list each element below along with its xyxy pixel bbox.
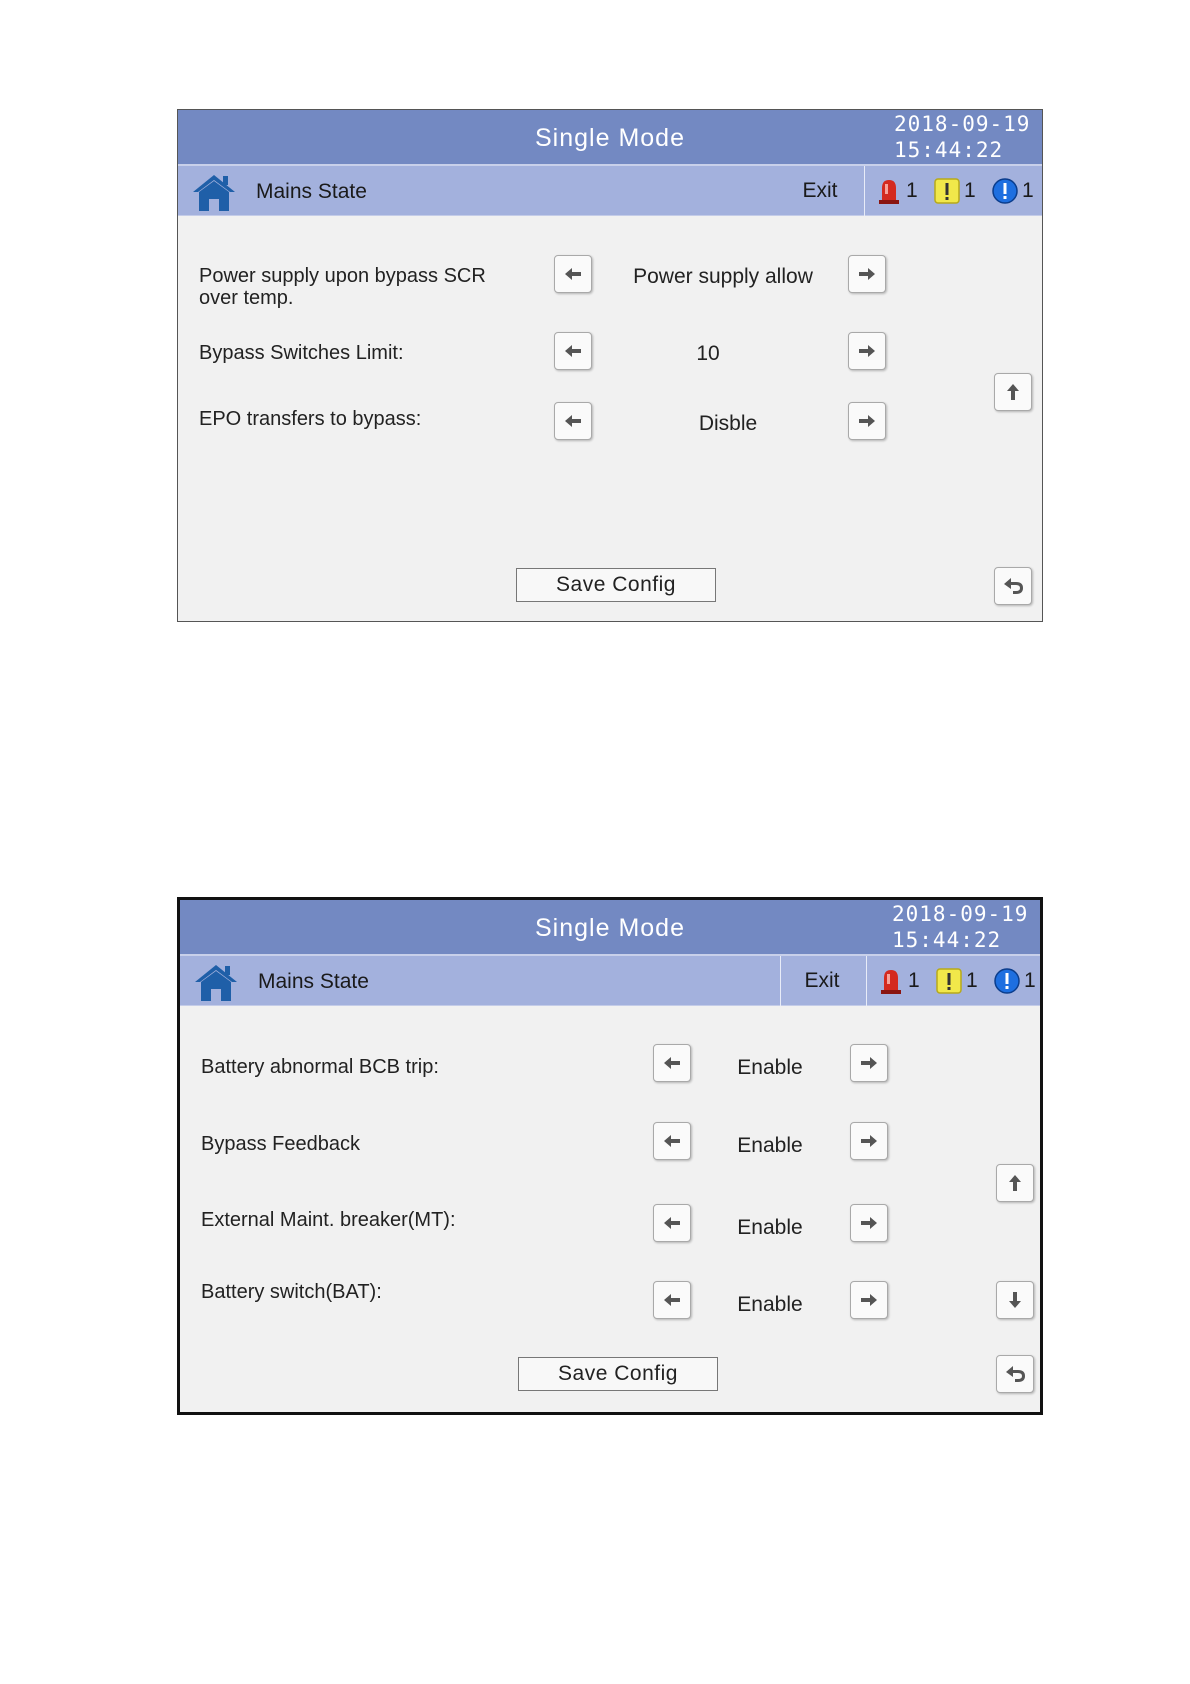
settings-screen-top [177, 109, 1043, 622]
datetime [892, 901, 1038, 953]
next-value-button[interactable] [848, 402, 886, 440]
prev-value-button[interactable] [653, 1204, 691, 1242]
arrow-left-icon [563, 411, 583, 431]
red-siren-icon [876, 177, 902, 205]
prev-value-button[interactable] [653, 1122, 691, 1160]
mode-title: Single Mode [535, 124, 685, 152]
arrow-down-icon [1005, 1290, 1025, 1310]
info-count: 1 [1022, 179, 1034, 202]
return-icon [1005, 1364, 1027, 1384]
setting-label: Battery abnormal BCB trip: [201, 1056, 439, 1078]
sub-header [180, 954, 1040, 1006]
arrow-right-icon [859, 1131, 879, 1151]
arrow-up-icon [1003, 382, 1023, 402]
critical-count: 1 [906, 179, 918, 202]
setting-value: Power supply allow [633, 265, 813, 288]
setting-label: External Maint. breaker(MT): [201, 1209, 456, 1231]
scroll-up-button[interactable] [994, 373, 1032, 411]
scroll-up-button[interactable] [996, 1164, 1034, 1202]
date-text: 2018-09-19 [894, 112, 1031, 136]
scroll-down-button[interactable] [996, 1281, 1034, 1319]
prev-value-button[interactable] [554, 332, 592, 370]
alarm-summary [866, 166, 1043, 216]
arrow-right-icon [857, 264, 877, 284]
setting-value: Enable [737, 1293, 803, 1316]
save-config-button[interactable]: Save Config [518, 1357, 718, 1391]
next-value-button[interactable] [850, 1204, 888, 1242]
next-value-button[interactable] [848, 255, 886, 293]
info-count: 1 [1024, 969, 1036, 992]
red-siren-icon [878, 967, 904, 995]
alarm-summary [868, 956, 1043, 1006]
next-value-button[interactable] [850, 1281, 888, 1319]
blue-exclamation-icon [992, 177, 1018, 205]
home-icon[interactable] [192, 961, 240, 1003]
next-value-button[interactable] [850, 1044, 888, 1082]
setting-value: Disble [698, 412, 758, 435]
title-bar [178, 110, 1042, 164]
setting-label: Battery switch(BAT): [201, 1281, 382, 1303]
date-text: 2018-09-19 [892, 902, 1029, 926]
mode-title: Single Mode [535, 914, 685, 942]
next-value-button[interactable] [848, 332, 886, 370]
arrow-right-icon [857, 411, 877, 431]
divider [866, 956, 867, 1006]
setting-label: Bypass Switches Limit: [199, 342, 404, 364]
setting-value: Enable [737, 1134, 803, 1157]
section-title: Mains State [256, 180, 367, 203]
exit-button[interactable]: Exit [804, 969, 840, 992]
settings-screen-bottom [177, 897, 1043, 1415]
time-text: 15:44:22 [894, 138, 1004, 162]
datetime [894, 111, 1040, 163]
yellow-exclamation-icon [936, 967, 962, 995]
warning-count: 1 [964, 179, 976, 202]
arrow-left-icon [563, 341, 583, 361]
exit-button[interactable]: Exit [802, 179, 838, 202]
setting-value: Enable [737, 1216, 803, 1239]
title-bar [180, 900, 1040, 954]
prev-value-button[interactable] [653, 1044, 691, 1082]
next-value-button[interactable] [850, 1122, 888, 1160]
arrow-right-icon [859, 1053, 879, 1073]
blue-exclamation-icon [994, 967, 1020, 995]
warning-count: 1 [966, 969, 978, 992]
arrow-up-icon [1005, 1173, 1025, 1193]
arrow-left-icon [662, 1053, 682, 1073]
arrow-right-icon [859, 1213, 879, 1233]
save-config-button[interactable]: Save Config [516, 568, 716, 602]
home-icon[interactable] [190, 171, 238, 213]
arrow-right-icon [857, 341, 877, 361]
back-button[interactable] [996, 1355, 1034, 1393]
prev-value-button[interactable] [653, 1281, 691, 1319]
setting-label: Bypass Feedback [201, 1133, 360, 1155]
arrow-right-icon [859, 1290, 879, 1310]
setting-value: 10 [696, 342, 720, 365]
prev-value-button[interactable] [554, 402, 592, 440]
critical-count: 1 [908, 969, 920, 992]
setting-value: Enable [737, 1056, 803, 1079]
yellow-exclamation-icon [934, 177, 960, 205]
return-icon [1003, 576, 1025, 596]
time-text: 15:44:22 [892, 928, 1002, 952]
arrow-left-icon [662, 1290, 682, 1310]
arrow-left-icon [662, 1213, 682, 1233]
prev-value-button[interactable] [554, 255, 592, 293]
sub-header [178, 164, 1042, 216]
divider [864, 166, 865, 216]
arrow-left-icon [662, 1131, 682, 1151]
setting-label: Power supply upon bypass SCR over temp. [199, 265, 486, 309]
arrow-left-icon [563, 264, 583, 284]
back-button[interactable] [994, 567, 1032, 605]
section-title: Mains State [258, 970, 369, 993]
setting-label: EPO transfers to bypass: [199, 408, 422, 430]
